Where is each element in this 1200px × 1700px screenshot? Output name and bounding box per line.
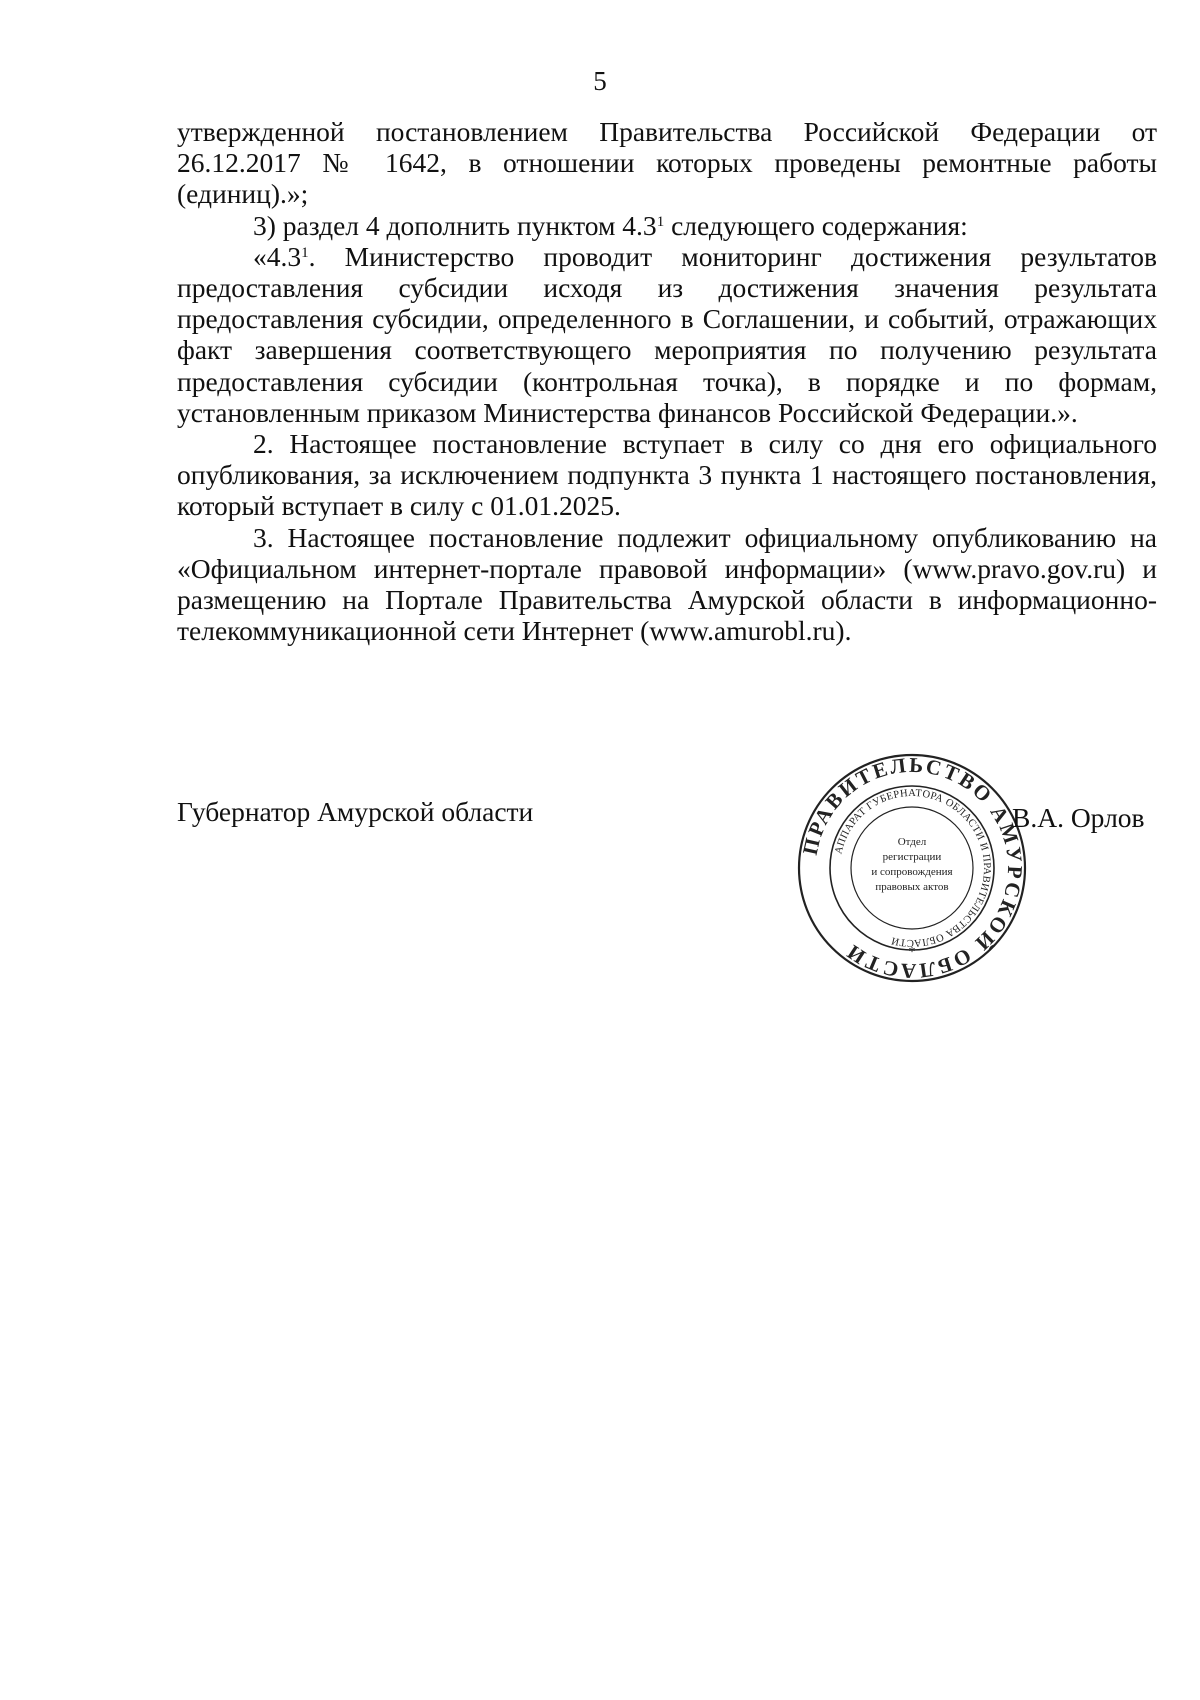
paragraph-amendment-3 — [177, 210, 1157, 241]
superscript: 1 — [301, 244, 309, 261]
paragraph-text: «4.3 — [253, 240, 302, 272]
seal-center-line-2: регистрации — [882, 851, 942, 863]
seal-center-line-4: правовых актов — [875, 881, 949, 893]
official-seal — [796, 752, 1028, 984]
page-number: 5 — [593, 66, 607, 96]
superscript: 1 — [656, 213, 665, 230]
seal-outer-text: ПРАВИТЕЛЬСТВО АМУРСКОЙ ОБЛАСТИ — [797, 752, 1028, 984]
signature-name: В.А. Орлов — [1012, 802, 1145, 833]
paragraph-text: следующего содержания: — [664, 209, 968, 241]
paragraph-item-3: 3. Настоящее постановление подлежит официальному опубликованию на «Официальном интернет-портале правовой информации» (www.pravo.gov.ru) и размещению на Портале Правительства Амурской области в информационно-телекоммуникационной сети Интернет (www.amurobl.ru). — [177, 521, 1157, 647]
seal-star: * — [908, 945, 916, 960]
paragraph-item-2: 2. Настоящее постановление вступает в силу со дня его официального опубликования, за исключением подпункта 3 пункта 1 настоящего постановления, который вступает в силу с 01.01.2025. — [177, 428, 1157, 522]
seal-center-line-1: Отдел — [897, 836, 927, 848]
seal-center-line-3: и сопровождения — [871, 866, 953, 878]
paragraph-text: . Министерство проводит мониторинг достижения результатов предоставления субсидии исходя из достижения значения результата предоставления субсидии, определенного в Соглашении, и событий, отражающих факт завершения соответствующего мероприятия по получению результата предоставления субсидии (контрольная точка), в порядке и по формам, установленным приказом Министерства финансов Российской Федерации.». — [177, 240, 1157, 428]
document-body — [177, 116, 1157, 646]
paragraph-point-4-3-1 — [177, 241, 1157, 428]
seal-inner-text: АППАРАТ ГУБЕРНАТОРА ОБЛАСТИ И ПРАВИТЕЛЬСТВА ОБЛАСТИ — [833, 787, 993, 949]
paragraph-text: 3) раздел 4 дополнить пунктом 4.3 — [253, 209, 657, 241]
signature-title: Губернатор Амурской области — [177, 796, 534, 827]
paragraph-continuation: утвержденной постановлением Правительства Российской Федерации от 26.12.2017 № 1642, в отношении которых проведены ремонтные работы (единиц).»; — [177, 116, 1157, 210]
seal-center-text — [871, 836, 952, 893]
